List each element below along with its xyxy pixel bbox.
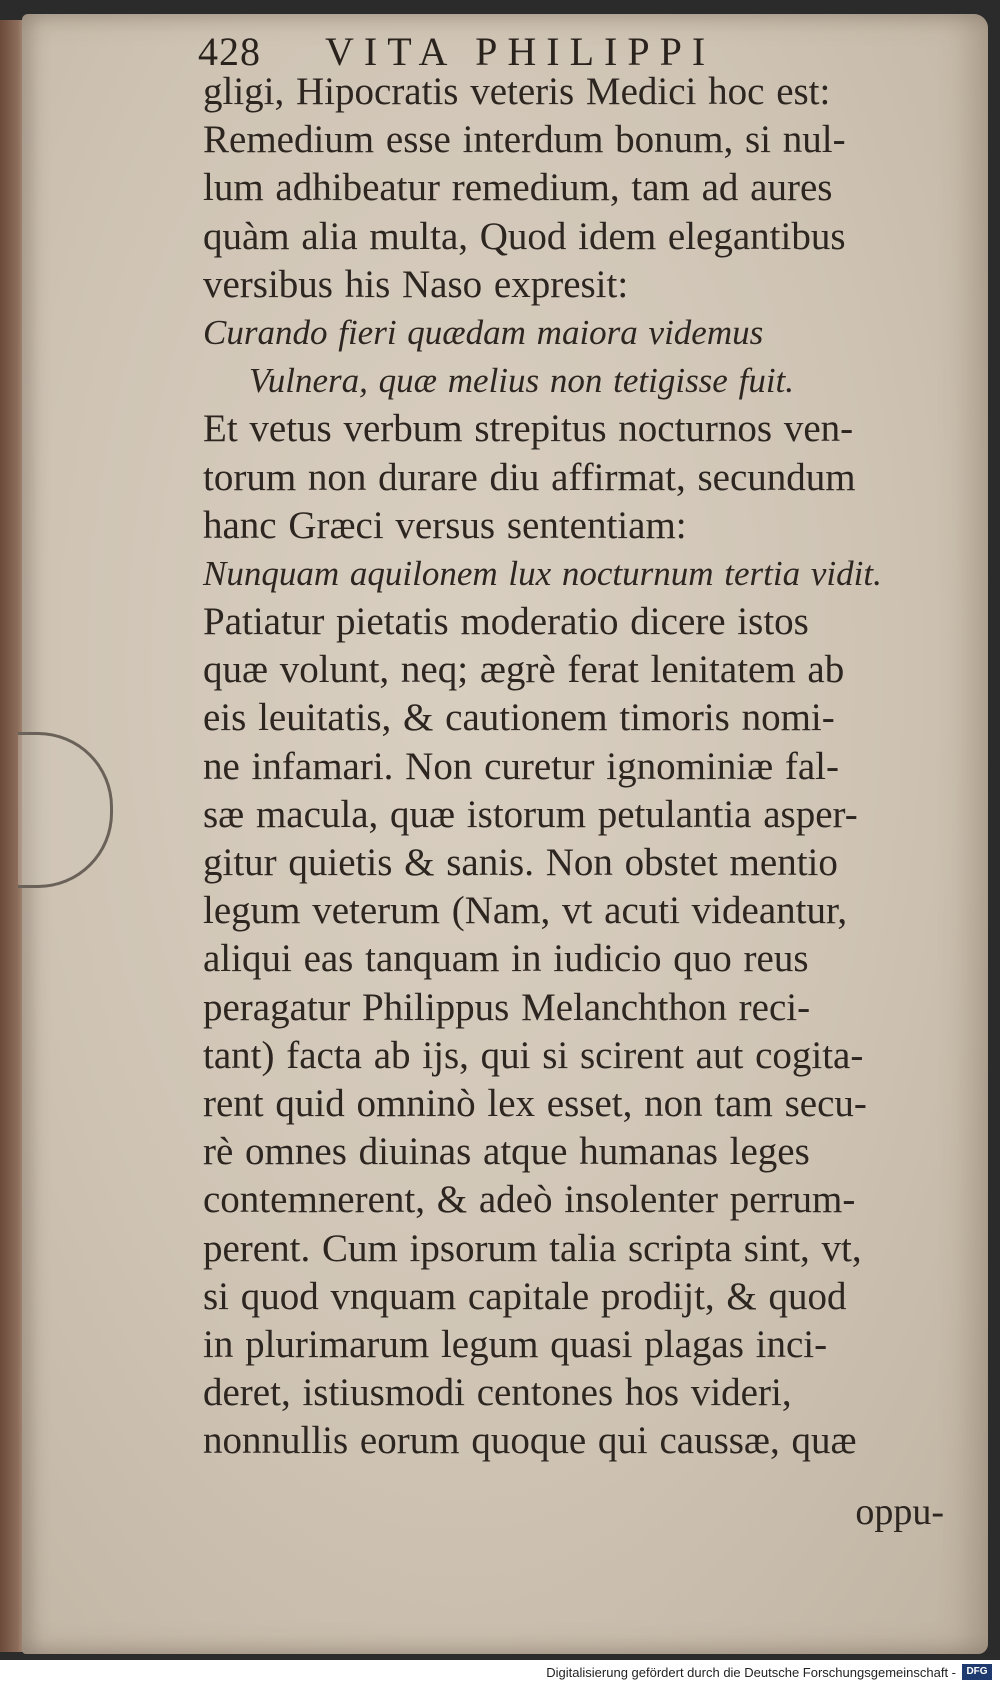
- text-line: sæ macula, quæ istorum petulantia asper-: [203, 792, 858, 836]
- body-text: [203, 68, 963, 1465]
- text-line: Remedium esse interdum bonum, si nul-: [203, 118, 846, 162]
- page-tab-marker: [18, 732, 113, 888]
- text-line: gligi, Hipocratis veteris Medici hoc est:: [203, 70, 831, 113]
- text-line: lum adhibeatur remedium, tam ad aures: [203, 166, 833, 210]
- catchword: oppu-: [855, 1491, 944, 1533]
- text-line: in plurimarum legum quasi plagas inci-: [203, 1322, 828, 1366]
- text-line: torum non durare diu affirmat, secundum: [203, 455, 856, 499]
- text-line: perent. Cum ipsorum talia scripta sint, vt,: [203, 1226, 862, 1270]
- text-line: Patiatur pietatis moderatio dicere istos: [203, 600, 809, 644]
- text-line: legum veterum (Nam, vt acuti videantur,: [203, 889, 848, 933]
- text-line: contemnerent, & adeò insolenter perrum-: [203, 1178, 856, 1222]
- text-line: aliqui eas tanquam in iudicio quo reus: [203, 937, 809, 981]
- verse-line: Curando fieri quædam maiora videmus: [203, 312, 764, 352]
- text-line: nonnullis eorum quoque qui caussæ, quæ: [203, 1419, 857, 1463]
- text-line: rè omnes diuinas atque humanas leges: [203, 1130, 810, 1174]
- text-line: Et vetus verbum strepitus nocturnos ven-: [203, 407, 854, 451]
- funding-credit: Digitalisierung gefördert durch die Deutsche Forschungsgemeinschaft -: [546, 1665, 956, 1680]
- text-line: quàm alia multa, Quod idem elegantibus: [203, 214, 846, 258]
- text-line: rent quid omninò lex esset, non tam secu-: [203, 1081, 867, 1125]
- text-line: ne infamari. Non curetur ignominiæ fal-: [203, 744, 839, 788]
- verse-line: Vulnera, quæ melius non tetigisse fuit.: [249, 361, 795, 401]
- text-line: versibus his Naso expresit:: [203, 262, 629, 306]
- text-line: eis leuitatis, & cautionem timoris nomi-: [203, 696, 835, 740]
- running-title: VITA PHILIPPI: [325, 29, 716, 74]
- text-line: si quod vnquam capitale prodijt, & quod: [203, 1274, 847, 1318]
- text-line: quæ volunt, neq; ægrè ferat lenitatem ab: [203, 648, 845, 692]
- text-line: hanc Græci versus sententiam:: [203, 503, 687, 547]
- dfg-logo: DFG: [962, 1664, 992, 1680]
- text-line: gitur quietis & sanis. Non obstet mentio: [203, 841, 838, 884]
- text-line: deret, istiusmodi centones hos videri,: [203, 1371, 792, 1415]
- page-number: 428: [198, 29, 261, 74]
- digitization-footer: [0, 1660, 1000, 1686]
- text-line: peragatur Philippus Melanchthon reci-: [203, 985, 811, 1029]
- text-line: tant) facta ab ijs, qui si scirent aut cogita-: [203, 1033, 864, 1077]
- verse-line: Nunquam aquilonem lux nocturnum tertia vidit.: [203, 553, 882, 593]
